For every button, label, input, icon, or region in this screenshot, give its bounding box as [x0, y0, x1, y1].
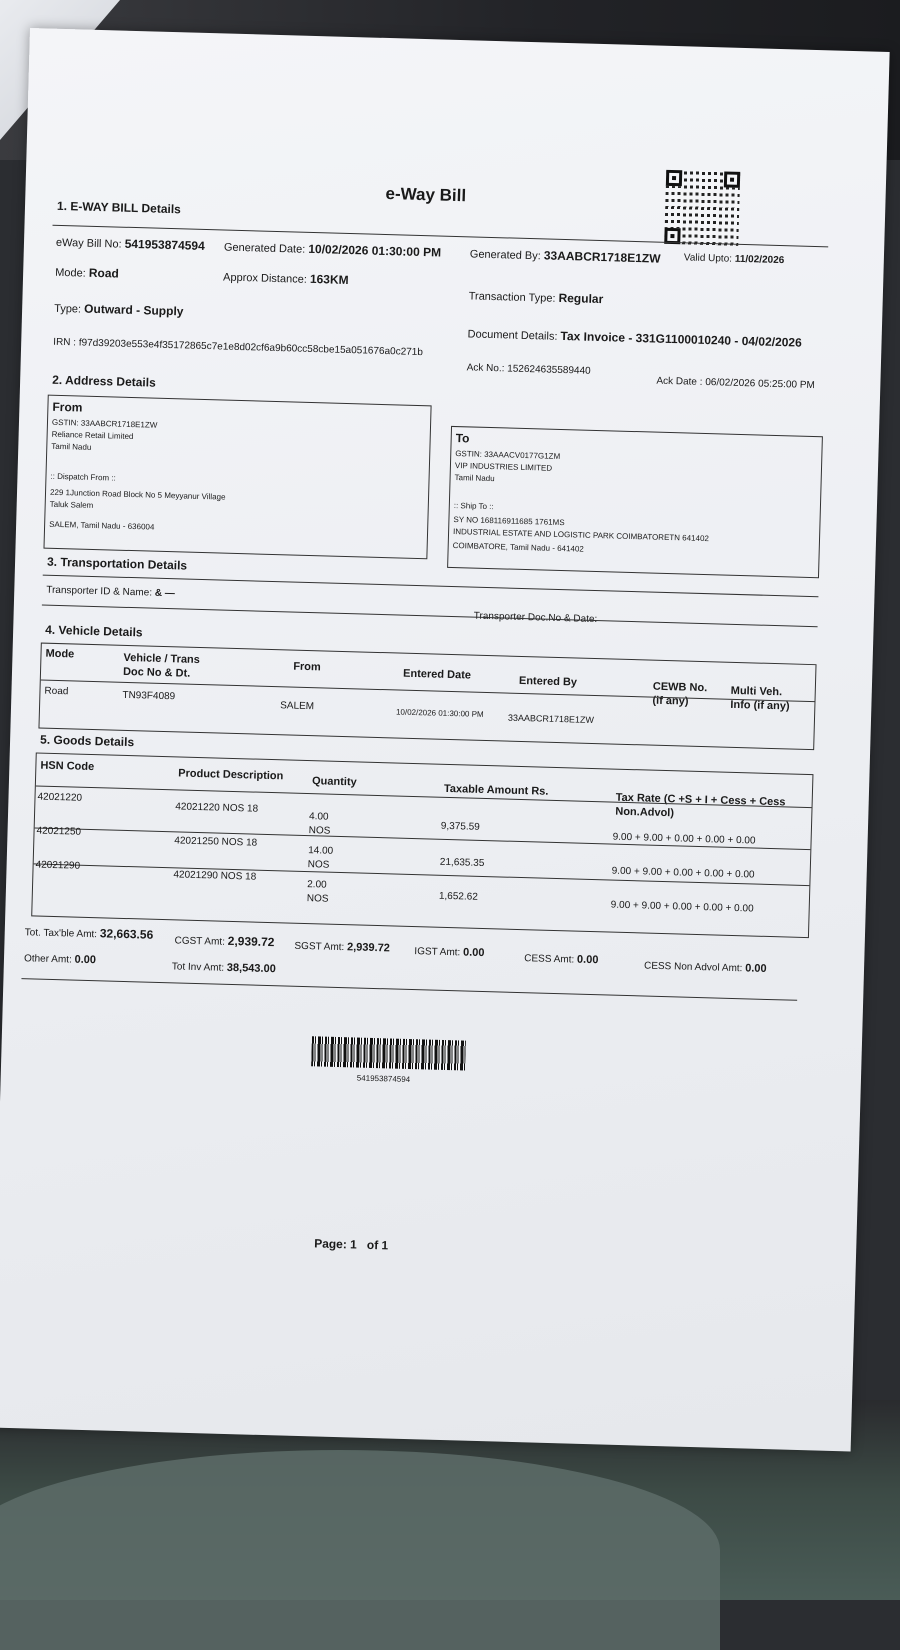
transaction-type [469, 288, 604, 306]
goods-header-taxable: Taxable Amount Rs. [443, 782, 549, 798]
other-amount [24, 952, 96, 966]
qr-code-icon [664, 170, 740, 246]
document-title: e-Way Bill [385, 183, 467, 206]
generated-date [224, 240, 441, 260]
cess-non-advol-label: CESS Non Advol Amt: [643, 960, 743, 975]
goods-hsn: 42021220 [37, 791, 83, 804]
to-address-line2: INDUSTRIAL ESTATE AND LOGISTIC PARK COIMBATORETN 641402 [452, 527, 710, 544]
cess-amount [524, 952, 599, 966]
section-eway-bill-details: 1. E-WAY BILL Details [56, 198, 182, 217]
from-gstin: GSTIN: 33AABCR1718E1ZW [51, 417, 158, 430]
transaction-type-label: Transaction Type: [468, 290, 556, 305]
vehicle-header-docno: Doc No & Dt. [122, 665, 191, 680]
from-address-line2: Taluk Salem [49, 499, 94, 510]
cess-non-advol-value: 0.00 [745, 962, 767, 975]
goods-unit: NOS [307, 859, 330, 871]
goods-header-description: Product Description [178, 767, 284, 783]
eway-bill-no-value: 541953874594 [124, 236, 205, 253]
eway-bill-document [0, 28, 890, 1451]
ack-date [656, 376, 815, 391]
irn-label: IRN : [53, 336, 77, 349]
goods-description: 42021220 NOS 18 [175, 801, 259, 815]
to-heading: To [455, 431, 470, 446]
goods-taxable-amount: 1,652.62 [438, 890, 478, 903]
document-details-label: Document Details: [467, 328, 558, 343]
transaction-type-value: Regular [558, 290, 604, 307]
other-label: Other Amt: [23, 953, 72, 966]
vehicle-header-mode: Mode [45, 647, 75, 661]
to-address-line3: COIMBATORE, Tamil Nadu - 641402 [452, 541, 584, 554]
mode [55, 265, 119, 281]
igst-value: 0.00 [462, 946, 485, 960]
vehicle-header-entered-by: Entered By [518, 674, 578, 689]
generated-by [470, 246, 661, 265]
to-name: VIP INDUSTRIES LIMITED [454, 461, 553, 473]
cgst-amount [174, 932, 274, 949]
from-dispatch-label: :: Dispatch From :: [50, 471, 116, 483]
ack-date-label: Ack Date : [656, 375, 703, 388]
barcode-icon [311, 1036, 466, 1070]
vehicle-header-from: From [293, 660, 321, 674]
type [54, 301, 184, 319]
generated-by-value: 33AABCR1718E1ZW [543, 248, 661, 266]
divider [42, 605, 818, 628]
vehicle-header-multi: Multi Veh. [730, 684, 783, 699]
cess-label: CESS Amt: [524, 953, 575, 966]
page-number [314, 1236, 388, 1252]
from-address-line1: 229 1Junction Road Block No 5 Meyyanur Village [49, 487, 226, 502]
cess-non-advol-amount [644, 960, 767, 975]
total-invoice-value: 38,543.00 [226, 961, 276, 976]
goods-quantity: 14.00 [307, 845, 334, 857]
vehicle-mode: Road [44, 685, 69, 698]
goods-hsn: 42021290 [35, 859, 81, 872]
cgst-value: 2,939.72 [227, 933, 275, 950]
goods-tax-rate: 9.00 + 9.00 + 0.00 + 0.00 + 0.00 [612, 831, 756, 847]
document-details-value: Tax Invoice - 331G1100010240 - 04/02/2026 [560, 328, 802, 350]
goods-table [31, 752, 813, 938]
generated-date-label: Generated Date: [223, 241, 306, 256]
vehicle-header-multi-sub: Info (if any) [730, 698, 790, 713]
valid-upto [684, 252, 785, 266]
generated-date-value: 10/02/2026 01:30:00 PM [308, 241, 442, 260]
cess-value: 0.00 [576, 953, 599, 967]
vehicle-number: TN93F4089 [122, 689, 176, 703]
igst-amount [414, 945, 484, 959]
transporter-id-name [46, 585, 175, 600]
document-details [467, 326, 801, 349]
to-ship-label: :: Ship To :: [453, 501, 494, 512]
page-label: Page: 1 [313, 1236, 358, 1252]
ack-no-value: 152624635589440 [507, 363, 591, 377]
page-of: of 1 [366, 1237, 389, 1253]
goods-quantity: 2.00 [307, 879, 327, 891]
other-value: 0.00 [74, 953, 97, 967]
goods-quantity: 4.00 [308, 811, 329, 823]
total-taxable-label: Tot. Tax'ble Amt: [24, 927, 98, 941]
generated-by-label: Generated By: [469, 248, 541, 263]
to-state: Tamil Nadu [454, 473, 495, 484]
goods-header-quantity: Quantity [311, 775, 357, 789]
type-value: Outward - Supply [83, 301, 184, 319]
goods-unit: NOS [308, 825, 331, 837]
valid-upto-value: 11/02/2026 [734, 253, 785, 267]
transporter-value: & — [154, 587, 175, 600]
to-gstin: GSTIN: 33AAACV0177G1ZM [455, 449, 561, 461]
total-invoice-label: Tot Inv Amt: [171, 961, 225, 974]
section-transportation-details: 3. Transportation Details [46, 554, 188, 573]
approx-distance [223, 269, 349, 286]
total-taxable-value: 32,663.56 [99, 926, 154, 942]
goods-unit: NOS [306, 893, 329, 905]
to-address-box [447, 426, 823, 578]
section-goods-details: 5. Goods Details [39, 732, 135, 750]
background-fabric [0, 1450, 720, 1650]
qr-finder-icon [724, 171, 740, 187]
cgst-label: CGST Amt: [174, 935, 226, 948]
total-taxable-amount [25, 924, 154, 942]
sgst-value: 2,939.72 [346, 941, 391, 955]
sgst-label: SGST Amt: [294, 940, 345, 954]
sgst-amount [294, 940, 390, 955]
irn-value: f97d39203e553e4f35172865c7e1e8d02cf6a9b60cc58cbe15a051676a0c271b [78, 337, 424, 359]
goods-taxable-amount: 21,635.35 [439, 856, 485, 870]
divider [21, 978, 797, 1001]
vehicle-from: SALEM [280, 700, 315, 713]
vehicle-entered-by: 33AABCR1718E1ZW [507, 712, 595, 726]
approx-distance-value: 163KM [309, 271, 349, 287]
goods-tax-rate: 9.00 + 9.00 + 0.00 + 0.00 + 0.00 [611, 865, 755, 881]
barcode-number: 541953874594 [356, 1073, 411, 1085]
goods-taxable-amount: 9,375.59 [440, 820, 480, 833]
to-address-line1: SY NO 168116911685 1761MS [453, 515, 565, 528]
ack-date-value: 06/02/2026 05:25:00 PM [705, 376, 815, 392]
transporter-label: Transporter ID & Name: [46, 584, 153, 599]
from-name: Reliance Retail Limited [51, 429, 134, 442]
vehicle-header-vehicle: Vehicle / Trans [123, 651, 201, 666]
goods-tax-rate: 9.00 + 9.00 + 0.00 + 0.00 + 0.00 [610, 899, 754, 915]
igst-label: IGST Amt: [414, 946, 461, 959]
irn [53, 337, 423, 358]
goods-description: 42021290 NOS 18 [173, 869, 257, 883]
goods-header-tax-rate-sub: Non.Advol) [615, 805, 675, 820]
vehicle-table [38, 643, 816, 751]
goods-description: 42021250 NOS 18 [174, 835, 258, 849]
goods-header-tax-rate: Tax Rate (C +S + I + Cess + Cess [615, 791, 786, 809]
vehicle-header-entered-date: Entered Date [402, 667, 472, 682]
eway-bill-no [56, 235, 205, 253]
goods-hsn: 42021250 [36, 825, 82, 838]
valid-upto-label: Valid Upto: [683, 252, 733, 265]
section-vehicle-details: 4. Vehicle Details [45, 622, 143, 640]
transporter-doc-label: Transporter Doc.No & Date: [473, 610, 598, 626]
from-state: Tamil Nadu [51, 441, 92, 452]
total-invoice-amount [172, 960, 276, 975]
qr-finder-icon [666, 170, 682, 186]
goods-header-hsn: HSN Code [40, 759, 95, 774]
from-address-box [43, 395, 431, 560]
approx-distance-label: Approx Distance: [222, 271, 308, 286]
eway-bill-no-label: eWay Bill No: [55, 236, 122, 251]
vehicle-entered-date: 10/02/2026 01:30:00 PM [395, 707, 484, 719]
ack-no-label: Ack No.: [466, 362, 505, 375]
type-label: Type: [54, 302, 82, 316]
mode-value: Road [88, 265, 120, 281]
section-address-details: 2. Address Details [51, 372, 156, 390]
ack-no [467, 362, 591, 376]
eway-bill-sheet [0, 28, 890, 1451]
vehicle-header-cewb: CEWB No. [652, 680, 708, 695]
vehicle-header-cewb-sub: (if any) [652, 694, 689, 708]
from-heading: From [52, 399, 83, 415]
from-address-line3: SALEM, Tamil Nadu - 636004 [49, 519, 155, 532]
mode-label: Mode: [55, 266, 86, 280]
